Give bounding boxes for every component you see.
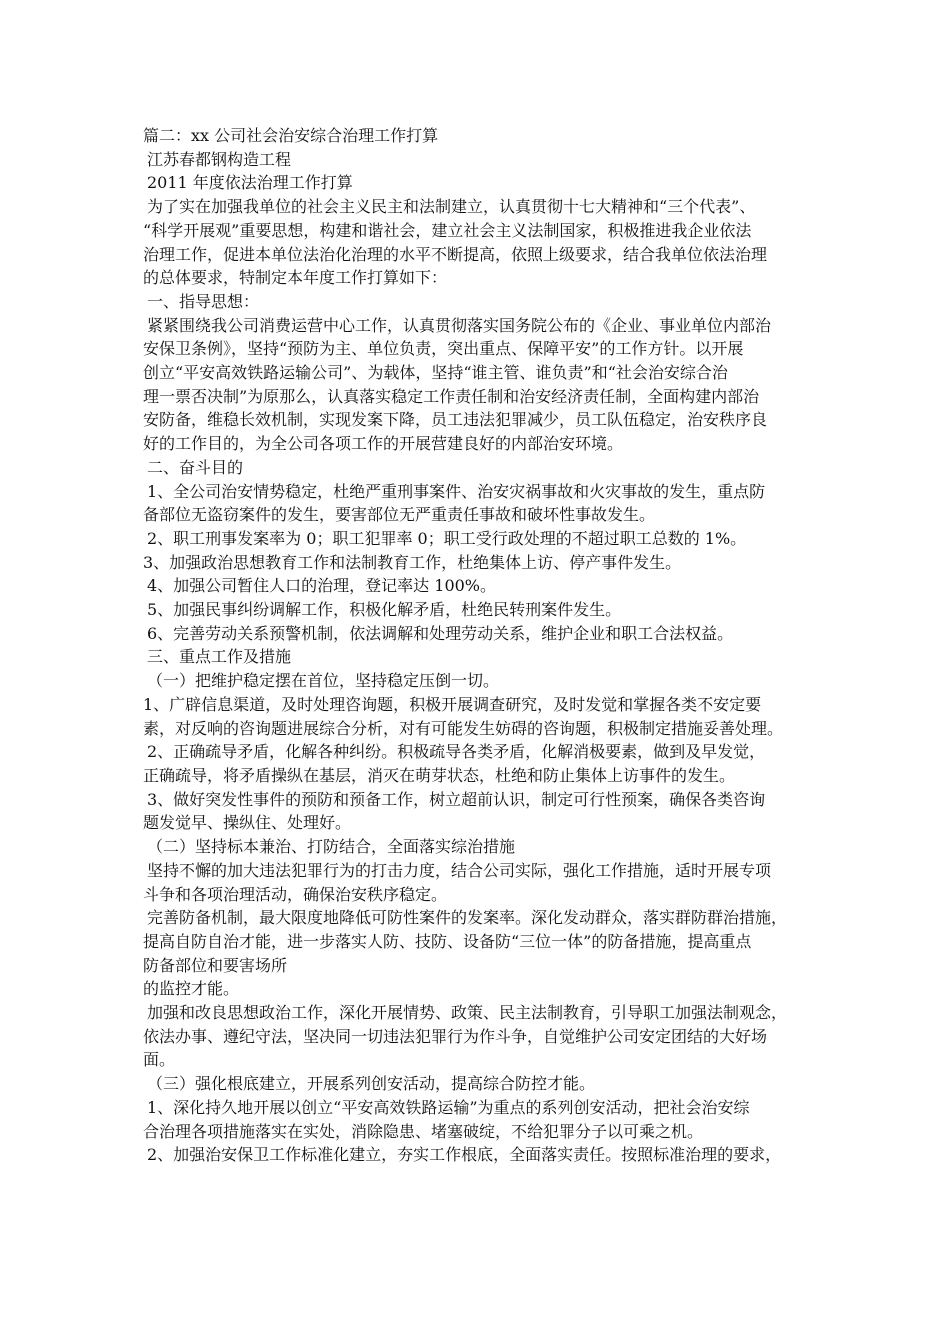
text-line: 紧紧围绕我公司消费运营中心工作，认真贯彻落实国务院公布的《企业、事业单位内部治 — [147, 315, 772, 335]
text-line: 1、广辟信息渠道，及时处理咨询题，积极开展调查研究，及时发觉和掌握各类不安定要 — [143, 694, 762, 714]
text-line: 3、加强政治思想教育工作和法制教育工作，杜绝集体上访、停产事件发生。 — [143, 552, 682, 572]
section-heading: 三、重点工作及措施 — [147, 647, 292, 667]
text-line: 完善防备机制，最大限度地降低可防性案件的发案率。深化发动群众，落实群防群治措施， — [147, 908, 788, 928]
text-line: 合治理各项措施落实在实处，消除隐患、堵塞破绽，不给犯罪分子以可乘之机。 — [143, 1121, 704, 1141]
text-line: 3、做好突发性事件的预防和预备工作，树立超前认识，制定可行性预案，确保各类咨询 — [147, 789, 766, 809]
text-line: 斗争和各项治理活动，确保治安秩序稳定。 — [143, 884, 448, 904]
text-line: 5、加强民事纠纷调解工作，积极化解矛盾，杜绝民转刑案件发生。 — [147, 600, 622, 620]
document-title: 篇二：xx 公司社会治安综合治理工作打算 — [143, 126, 439, 145]
section-heading: 二、奋斗目的 — [147, 457, 244, 477]
text-line: 1、深化持久地开展以创立“平安高效铁路运输”为重点的系列创安活动，把社会治安综 — [147, 1097, 750, 1117]
text-line: 2、正确疏导矛盾，化解各种纠纷。积极疏导各类矛盾，化解消极要素，做到及早发觉， — [147, 742, 766, 762]
text-line: 为了实在加强我单位的社会主义民主和法制建立，认真贯彻十七大精神和“三个代表”、 — [147, 197, 756, 217]
text-line: 坚持不懈的加大违法犯罪行为的打击力度，结合公司实际，强化工作措施，适时开展专项 — [147, 860, 772, 880]
document-body — [143, 124, 820, 1167]
text-line: 6、完善劳动关系预警机制，依法调解和处理劳动关系，维护企业和职工合法权益。 — [147, 623, 734, 643]
text-line: 2、加强治安保卫工作标准化建立，夯实工作根底，全面落实责任。按照标准治理的要求， — [147, 1145, 782, 1165]
text-line: 2、职工刑事发案率为 0；职工犯罪率 0；职工受行政处理的不超过职工总数的 1%。 — [147, 528, 747, 548]
text-line: 防备部位和要害场所 — [143, 955, 288, 975]
text-line: 1、全公司治安情势稳定，杜绝严重刑事案件、治安灾祸事故和火灾事故的发生，重点防 — [147, 481, 766, 501]
subsection-heading: （一）把维护稳定摆在首位，坚持稳定压倒一切。 — [147, 671, 500, 691]
text-line: 提高自防自治才能，进一步落实人防、技防、设备防“三位一体”的防备措施，提高重点 — [143, 931, 752, 951]
text-line: 安防备，维稳长效机制，实现发案下降，员工违法犯罪减少，员工队伍稳定，治安秩序良 — [143, 410, 768, 430]
text-line: 题发觉早、操纵住、处理好。 — [143, 813, 352, 833]
subsection-heading: （三）强化根底建立，开展系列创安活动，提高综合防控才能。 — [147, 1074, 596, 1094]
text-line: 的监控才能。 — [143, 979, 240, 999]
company-name: 江苏春都钢构造工程 — [147, 149, 292, 169]
text-line: 理一票否决制”为原那么，认真落实稳定工作责任制和治安经济责任制，全面构建内部治 — [143, 386, 760, 406]
text-line: 依法办事、遵纪守法，坚决同一切违法犯罪行为作斗争，自觉维护公司安定团结的大好场 — [143, 1026, 768, 1046]
text-line: 好的工作目的，为全公司各项工作的开展营建良好的内部治安环境。 — [143, 434, 624, 454]
text-line: 4、加强公司暂住人口的治理，登记率达 100%。 — [147, 576, 497, 596]
text-line: 治理工作，促进本单位法治化治理的水平不断提高，依照上级要求，结合我单位依法治理 — [143, 244, 768, 264]
text-line: 素，对反响的咨询题进展综合分析，对有可能发生妨碍的咨询题，积极制定措施妥善处理。 — [143, 718, 784, 738]
plan-title: 2011 年度依法治理工作打算 — [147, 173, 353, 193]
text-line: 面。 — [143, 1050, 176, 1070]
section-heading: 一、指导思想： — [147, 291, 260, 311]
text-line: 正确疏导，将矛盾操纵在基层，消灭在萌芽状态，杜绝和防止集体上访事件的发生。 — [143, 765, 736, 785]
text-line: 安保卫条例》，坚持“预防为主、单位负责，突出重点、保障平安”的工作方针。以开展 — [143, 339, 744, 359]
text-line: 创立“平安高效铁路运输公司”、为载体，坚持“谁主管、谁负责”和“社会治安综合治 — [143, 363, 728, 383]
text-line: 加强和改良思想政治工作，深化开展情势、政策、民主法制教育，引导职工加强法制观念， — [147, 1003, 788, 1023]
text-line: 的总体要求，特制定本年度工作打算如下： — [143, 268, 448, 288]
text-line: “科学开展观”重要思想，构建和谐社会，建立社会主义法制国家，积极推进我企业依法 — [143, 220, 752, 240]
subsection-heading: （二）坚持标本兼治、打防结合，全面落实综治措施 — [147, 837, 516, 857]
text-line: 备部位无盗窃案件的发生，要害部位无严重责任事故和破坏性事故发生。 — [143, 505, 656, 525]
